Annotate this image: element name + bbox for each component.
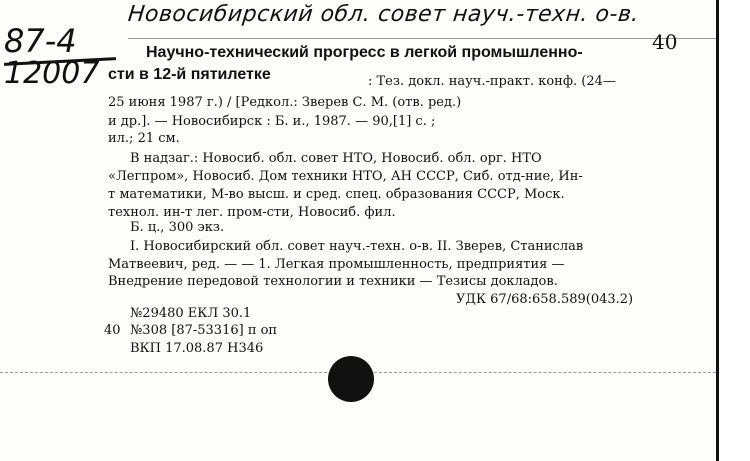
- registration-prefix: 40: [104, 323, 121, 338]
- tracing-line: Внедрение передовой технологии и техники — Тезисы докладов.: [108, 274, 558, 289]
- registration-code: №308 [87-53316] п оп: [130, 323, 278, 338]
- title-line-1: Научно-технический прогресс в легкой промышленно-: [146, 44, 583, 61]
- tracing-line: Матвеевич, ред. — — 1. Легкая промышленность, предприятия —: [108, 257, 565, 272]
- handwritten-header: Новосибирский обл. совет науч.-техн. о-в.: [126, 2, 641, 27]
- title-tail: : Тез. докл. науч.-практ. конф. (24—: [368, 74, 616, 89]
- body-line: ил.; 21 см.: [108, 131, 180, 146]
- note-line: т математики, М-во высш. и сред. спец. образования СССР, Моск.: [108, 187, 565, 202]
- handwritten-inventory-number: 12007: [4, 56, 100, 91]
- title-line-2: сти в 12-й пятилетке: [108, 66, 271, 83]
- body-line: и др.]. — Новосибирск : Б. и., 1987. — 90,[1] с. ;: [108, 114, 436, 129]
- note-line: «Легпром», Новосиб. Дом техники НТО, АН СССР, Сиб. отд-ние, Ин-: [108, 169, 583, 184]
- body-line: 25 июня 1987 г.) / [Редкол.: Зверев С. М. (отв. ред.): [108, 95, 462, 110]
- note-line: технол. ин-т лег. пром-сти, Новосиб. фил.: [108, 205, 396, 220]
- card-edge: [716, 0, 750, 461]
- card-number: 40: [652, 30, 678, 54]
- header-rule: [128, 38, 716, 39]
- registration-code: ВКП 17.08.87 Н346: [130, 341, 264, 356]
- udk-code: УДК 67/68:658.589(043.2): [456, 292, 634, 307]
- punch-hole: [328, 356, 374, 402]
- tracing-line: I. Новосибирский обл. совет науч.-техн. о-в. II. Зверев, Станислав: [130, 239, 584, 254]
- note-line: В надзаг.: Новосиб. обл. совет НТО, Новосиб. обл. орг. НТО: [130, 151, 542, 166]
- print-run: Б. ц., 300 экз.: [130, 220, 225, 235]
- registration-code: №29480 ЕКЛ 30.1: [130, 306, 252, 321]
- handwritten-shelf-mark: 87-4: [4, 22, 77, 60]
